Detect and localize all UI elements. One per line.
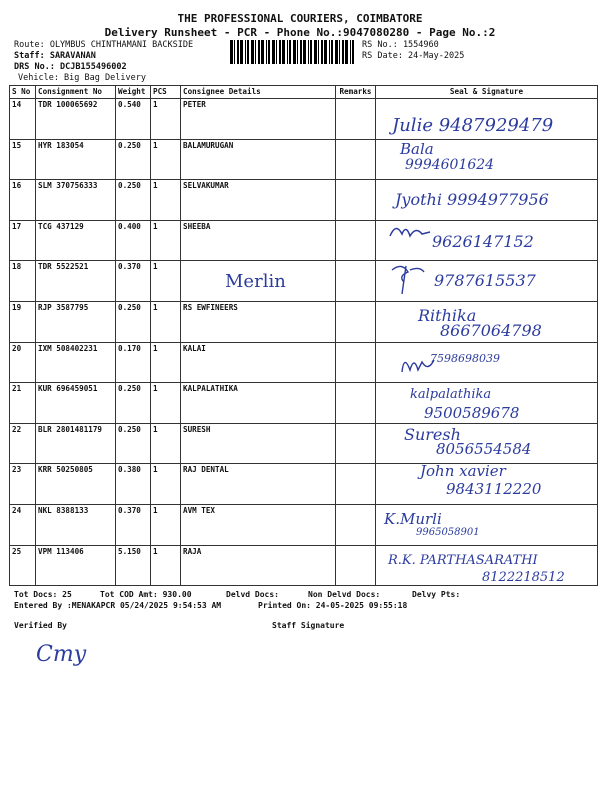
runsheet-subtitle: Delivery Runsheet - PCR - Phone No.:9047080280 - Page No.:2 bbox=[104, 26, 496, 39]
consignment-number: IXM 508402231 bbox=[36, 342, 116, 383]
barcode-bar bbox=[321, 40, 323, 64]
barcode-bar bbox=[279, 40, 281, 64]
pieces: 1 bbox=[151, 261, 181, 302]
barcode-bar bbox=[245, 40, 246, 64]
consignment-number: RJP 3587795 bbox=[36, 301, 116, 342]
table-row bbox=[10, 504, 598, 545]
consignment-number: SLM 370756333 bbox=[36, 180, 116, 221]
pieces: 1 bbox=[151, 301, 181, 342]
barcode-bar bbox=[297, 40, 298, 64]
consignee-name: RAJA bbox=[181, 545, 336, 586]
weight: 0.170 bbox=[116, 342, 151, 383]
table-row bbox=[10, 139, 598, 180]
remarks-cell bbox=[336, 301, 376, 342]
signature: K.Murli bbox=[384, 510, 442, 528]
barcode-bar bbox=[314, 40, 317, 64]
table-row bbox=[10, 342, 598, 383]
barcode-bar bbox=[324, 40, 327, 64]
barcode-bar bbox=[255, 40, 256, 64]
vehicle-label: Vehicle: Big Bag Delivery bbox=[18, 73, 146, 83]
pieces: 1 bbox=[151, 342, 181, 383]
remarks-cell bbox=[336, 220, 376, 261]
barcode-bar bbox=[261, 40, 264, 64]
barcode-bar bbox=[352, 40, 354, 64]
barcode-bar bbox=[300, 40, 302, 64]
serial-number: 16 bbox=[10, 180, 36, 221]
signature: Bala bbox=[400, 140, 434, 158]
handwritten-consignee: Merlin bbox=[225, 271, 286, 292]
pieces: 1 bbox=[151, 99, 181, 140]
column-header: Weight bbox=[116, 86, 151, 99]
pieces: 1 bbox=[151, 180, 181, 221]
barcode-bar bbox=[289, 40, 291, 64]
consignee-name: BALAMURUGAN bbox=[181, 139, 336, 180]
pieces: 1 bbox=[151, 504, 181, 545]
remarks-cell bbox=[336, 545, 376, 586]
column-header: Consignee Details bbox=[181, 86, 336, 99]
barcode-bar bbox=[345, 40, 348, 64]
remarks-cell bbox=[336, 423, 376, 464]
rs-date: RS Date: 24-May-2025 bbox=[362, 51, 465, 61]
barcode-bar bbox=[342, 40, 344, 64]
table-header-row bbox=[10, 86, 598, 99]
serial-number: 25 bbox=[10, 545, 36, 586]
pieces: 1 bbox=[151, 139, 181, 180]
column-header: Seal & Signature bbox=[376, 86, 598, 99]
delivered-docs: Delvd Docs: bbox=[226, 590, 279, 599]
signature: Suresh bbox=[404, 425, 461, 444]
column-header: S No bbox=[10, 86, 36, 99]
signature: John xavier bbox=[420, 462, 506, 480]
signature: kalpalathika bbox=[410, 387, 492, 402]
barcode-bar bbox=[282, 40, 285, 64]
column-header: PCS bbox=[151, 86, 181, 99]
signature: 9843112220 bbox=[446, 480, 542, 498]
remarks-cell bbox=[336, 261, 376, 302]
remarks-cell bbox=[336, 342, 376, 383]
remarks-cell bbox=[336, 383, 376, 424]
serial-number: 18 bbox=[10, 261, 36, 302]
consignee-name: AVM TEX bbox=[181, 504, 336, 545]
consignment-number: KRR 50250805 bbox=[36, 464, 116, 505]
printed-on: Printed On: 24-05-2025 09:55:18 bbox=[258, 601, 408, 610]
non-delivered-docs: Non Delvd Docs: bbox=[308, 590, 381, 599]
remarks-cell bbox=[336, 99, 376, 140]
serial-number: 24 bbox=[10, 504, 36, 545]
barcode-bar bbox=[237, 40, 239, 64]
serial-number: 20 bbox=[10, 342, 36, 383]
weight: 0.250 bbox=[116, 139, 151, 180]
barcode-bar bbox=[247, 40, 249, 64]
signature: 9965058901 bbox=[416, 527, 480, 538]
remarks-cell bbox=[336, 504, 376, 545]
staff-label: Staff: SARAVANAN bbox=[14, 51, 96, 61]
barcode-bar bbox=[329, 40, 330, 64]
pieces: 1 bbox=[151, 545, 181, 586]
barcode-bar bbox=[308, 40, 309, 64]
pieces: 1 bbox=[151, 464, 181, 505]
weight: 0.380 bbox=[116, 464, 151, 505]
barcode-bar bbox=[276, 40, 277, 64]
consignee-name: PETER bbox=[181, 99, 336, 140]
pieces: 1 bbox=[151, 383, 181, 424]
consignment-number: VPM 113406 bbox=[36, 545, 116, 586]
consignment-number: BLR 2801481179 bbox=[36, 423, 116, 464]
barcode-bar bbox=[350, 40, 351, 64]
rs-number: RS No.: 1554960 bbox=[362, 40, 439, 50]
signature: 7598698039 bbox=[430, 352, 500, 365]
remarks-cell bbox=[336, 464, 376, 505]
consignee-name: SELVAKUMAR bbox=[181, 180, 336, 221]
consignee-name: RAJ DENTAL bbox=[181, 464, 336, 505]
barcode-bar bbox=[335, 40, 338, 64]
consignment-number: TCG 437129 bbox=[36, 220, 116, 261]
signature: 8056554584 bbox=[436, 440, 532, 458]
consignee-name: SHEEBA bbox=[181, 220, 336, 261]
serial-number: 19 bbox=[10, 301, 36, 342]
signature: Jyothi 9994977956 bbox=[395, 190, 549, 209]
barcode-bar bbox=[234, 40, 235, 64]
consignee-name: RS EWFINEERS bbox=[181, 301, 336, 342]
verified-signature: Cmy bbox=[36, 642, 87, 667]
barcode-bar bbox=[303, 40, 306, 64]
serial-number: 15 bbox=[10, 139, 36, 180]
serial-number: 23 bbox=[10, 464, 36, 505]
consignment-number: KUR 696459051 bbox=[36, 383, 116, 424]
barcode-bar bbox=[240, 40, 243, 64]
staff-signature-label: Staff Signature bbox=[272, 621, 345, 630]
barcode-bar bbox=[293, 40, 296, 64]
consignee-name: SURESH bbox=[181, 423, 336, 464]
consignment-number: TDR 100065692 bbox=[36, 99, 116, 140]
serial-number: 14 bbox=[10, 99, 36, 140]
signature: Julie 9487929479 bbox=[392, 115, 554, 136]
barcode-bar bbox=[318, 40, 319, 64]
weight: 0.250 bbox=[116, 383, 151, 424]
entered-by: Entered By :MENAKAPCR 05/24/2025 9:54:53 AM bbox=[14, 601, 222, 610]
delivery-points: Delvy Pts: bbox=[412, 590, 461, 599]
signature: 9500589678 bbox=[424, 404, 520, 422]
barcode-bar bbox=[268, 40, 270, 64]
company-title: THE PROFESSIONAL COURIERS, COIMBATORE bbox=[177, 12, 423, 25]
column-header: Remarks bbox=[336, 86, 376, 99]
weight: 0.370 bbox=[116, 261, 151, 302]
consignee-name: KALPALATHIKA bbox=[181, 383, 336, 424]
barcode-bar bbox=[272, 40, 275, 64]
verified-by-label: Verified By bbox=[14, 621, 67, 630]
serial-number: 17 bbox=[10, 220, 36, 261]
barcode-bar bbox=[258, 40, 260, 64]
total-docs: Tot Docs: 25 bbox=[14, 590, 72, 599]
column-header: Consignment No bbox=[36, 86, 116, 99]
barcode-bar bbox=[331, 40, 333, 64]
signature: 9626147152 bbox=[432, 232, 534, 251]
signature-scribble bbox=[388, 262, 428, 298]
weight: 0.400 bbox=[116, 220, 151, 261]
consignment-number: HYR 183054 bbox=[36, 139, 116, 180]
barcode-image bbox=[230, 40, 358, 64]
barcode-bar bbox=[251, 40, 254, 64]
remarks-cell bbox=[336, 180, 376, 221]
route-label: Route: OLYMBUS CHINTHAMANI BACKSIDE bbox=[14, 40, 194, 50]
consignment-number: TDR 5522521 bbox=[36, 261, 116, 302]
remarks-cell bbox=[336, 139, 376, 180]
serial-number: 21 bbox=[10, 383, 36, 424]
signature: 8122218512 bbox=[482, 570, 565, 585]
total-cod: Tot COD Amt: 930.00 bbox=[100, 590, 192, 599]
consignee-name: KALAI bbox=[181, 342, 336, 383]
weight: 0.540 bbox=[116, 99, 151, 140]
barcode-bar bbox=[230, 40, 233, 64]
pieces: 1 bbox=[151, 220, 181, 261]
barcode-bar bbox=[339, 40, 340, 64]
signature: Rithika bbox=[418, 306, 477, 325]
consignment-number: NKL 8388133 bbox=[36, 504, 116, 545]
weight: 0.250 bbox=[116, 423, 151, 464]
barcode-bar bbox=[310, 40, 312, 64]
signature: R.K. PARTHASARATHI bbox=[388, 553, 538, 568]
pieces: 1 bbox=[151, 423, 181, 464]
weight: 5.150 bbox=[116, 545, 151, 586]
signature: 8667064798 bbox=[440, 321, 542, 340]
barcode-bar bbox=[266, 40, 267, 64]
signature-scribble bbox=[388, 220, 432, 244]
weight: 0.250 bbox=[116, 180, 151, 221]
weight: 0.370 bbox=[116, 504, 151, 545]
weight: 0.250 bbox=[116, 301, 151, 342]
signature: 9787615537 bbox=[434, 271, 536, 290]
barcode-bar bbox=[287, 40, 288, 64]
signature: 9994601624 bbox=[405, 157, 495, 173]
serial-number: 22 bbox=[10, 423, 36, 464]
drs-label: DRS No.: DCJB155496002 bbox=[14, 62, 127, 72]
